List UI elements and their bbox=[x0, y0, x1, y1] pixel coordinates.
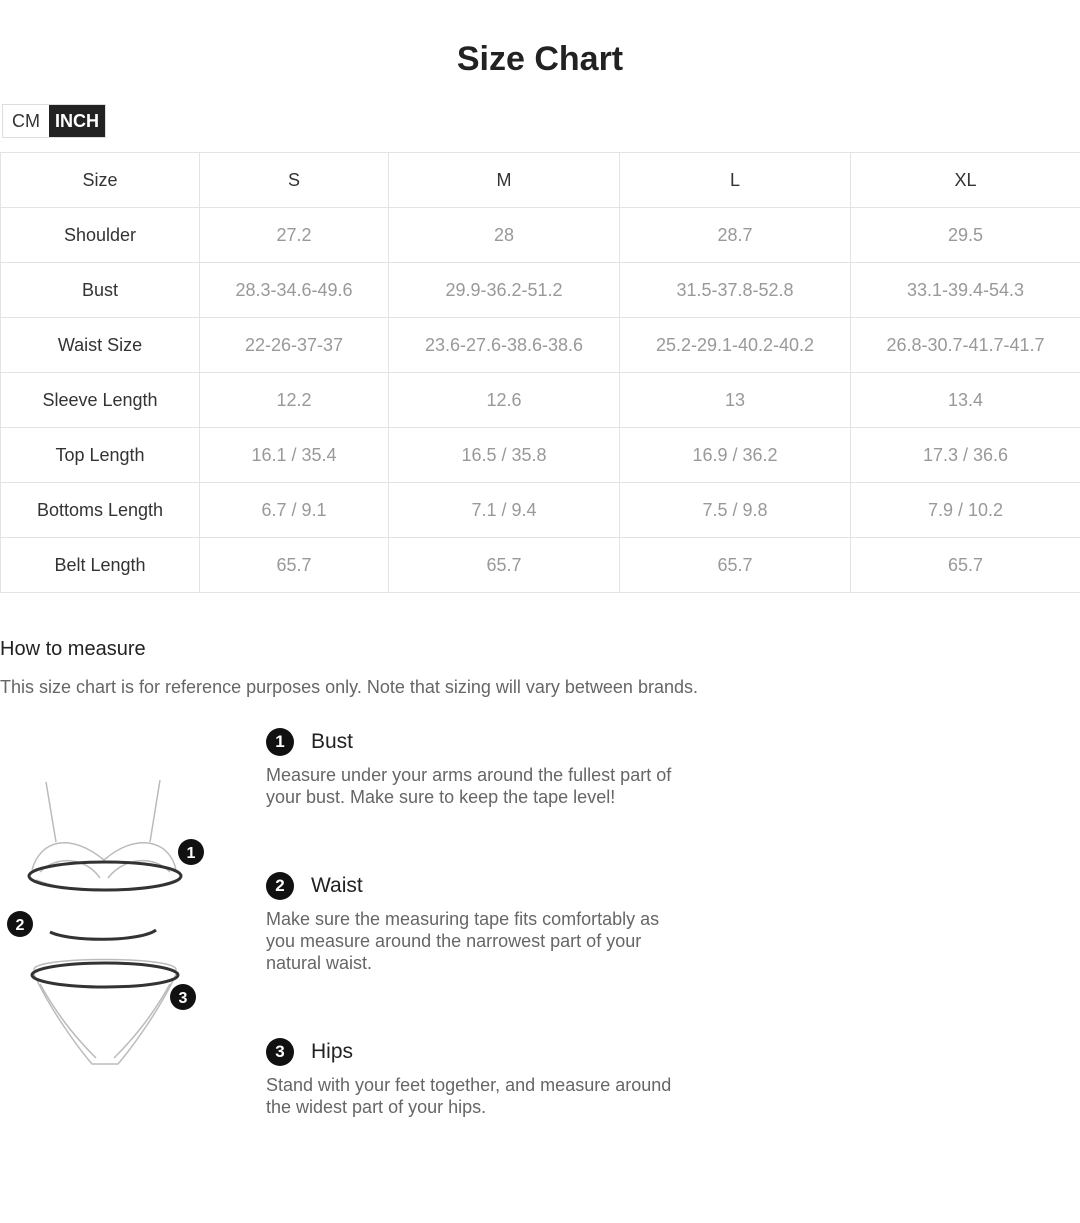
table-cell: 26.8-30.7-41.7-41.7 bbox=[851, 318, 1080, 373]
table-cell: 12.6 bbox=[389, 373, 620, 428]
row-label: Bottoms Length bbox=[1, 483, 200, 538]
table-cell: 23.6-27.6-38.6-38.6 bbox=[389, 318, 620, 373]
step-title: Bust bbox=[311, 730, 354, 753]
row-label: Belt Length bbox=[1, 538, 200, 593]
table-cell: 31.5-37.8-52.8 bbox=[620, 263, 851, 318]
step-title: Waist bbox=[311, 874, 363, 897]
table-cell: 12.2 bbox=[200, 373, 389, 428]
row-label: Top Length bbox=[1, 428, 200, 483]
table-cell: 13.4 bbox=[851, 373, 1080, 428]
measure-step-waist bbox=[266, 870, 686, 974]
table-cell: 16.9 / 36.2 bbox=[620, 428, 851, 483]
size-column-header: XL bbox=[851, 153, 1080, 208]
how-to-measure-title: How to measure bbox=[0, 638, 146, 660]
table-cell: 33.1-39.4-54.3 bbox=[851, 263, 1080, 318]
table-row bbox=[1, 538, 1080, 593]
size-column-header: S bbox=[200, 153, 389, 208]
row-label: Waist Size bbox=[1, 318, 200, 373]
table-cell: 7.5 / 9.8 bbox=[620, 483, 851, 538]
table-cell: 25.2-29.1-40.2-40.2 bbox=[620, 318, 851, 373]
table-cell: 28.7 bbox=[620, 208, 851, 263]
table-cell: 27.2 bbox=[200, 208, 389, 263]
table-cell: 28.3-34.6-49.6 bbox=[200, 263, 389, 318]
step-description: Stand with your feet together, and measure around the widest part of your hips. bbox=[266, 1075, 672, 1117]
marker-1-icon bbox=[178, 839, 204, 865]
measure-step-bust bbox=[266, 726, 686, 808]
row-label: Sleeve Length bbox=[1, 373, 200, 428]
size-column-header: L bbox=[620, 153, 851, 208]
unit-cm-button[interactable]: CM bbox=[3, 105, 49, 137]
table-row bbox=[1, 373, 1080, 428]
table-cell: 6.7 / 9.1 bbox=[200, 483, 389, 538]
table-cell: 17.3 / 36.6 bbox=[851, 428, 1080, 483]
step-description: Make sure the measuring tape fits comfortably as you measure around the narrowest part of your natural waist. bbox=[266, 909, 660, 973]
table-cell: 65.7 bbox=[389, 538, 620, 593]
unit-toggle bbox=[2, 104, 106, 138]
row-label: Bust bbox=[1, 263, 200, 318]
step-2-badge-icon: 2 bbox=[266, 872, 294, 900]
table-cell: 22-26-37-37 bbox=[200, 318, 389, 373]
size-column-header: M bbox=[389, 153, 620, 208]
step-title: Hips bbox=[311, 1040, 354, 1063]
table-cell: 7.1 / 9.4 bbox=[389, 483, 620, 538]
table-cell: 13 bbox=[620, 373, 851, 428]
table-cell: 65.7 bbox=[200, 538, 389, 593]
bikini-measure-illustration bbox=[0, 770, 220, 1080]
table-row bbox=[1, 483, 1080, 538]
table-cell: 29.9-36.2-51.2 bbox=[389, 263, 620, 318]
table-row bbox=[1, 428, 1080, 483]
step-3-badge-icon: 3 bbox=[266, 1038, 294, 1066]
table-row bbox=[1, 208, 1080, 263]
size-header-cell: Size bbox=[1, 153, 200, 208]
table-header-row bbox=[1, 153, 1080, 208]
page-title: Size Chart bbox=[456, 40, 624, 78]
step-1-badge-icon: 1 bbox=[266, 728, 294, 756]
table-cell: 28 bbox=[389, 208, 620, 263]
step-description: Measure under your arms around the fullest part of your bust. Make sure to keep the tape level! bbox=[266, 765, 672, 807]
table-cell: 65.7 bbox=[620, 538, 851, 593]
disclaimer-note: This size chart is for reference purposes only. Note that sizing will vary between brands. bbox=[0, 677, 698, 697]
marker-3-icon bbox=[170, 984, 196, 1010]
table-cell: 16.5 / 35.8 bbox=[389, 428, 620, 483]
table-cell: 7.9 / 10.2 bbox=[851, 483, 1080, 538]
svg-text:1: 1 bbox=[186, 845, 196, 862]
table-cell: 65.7 bbox=[851, 538, 1080, 593]
row-label: Shoulder bbox=[1, 208, 200, 263]
svg-text:3: 3 bbox=[178, 990, 188, 1007]
measure-step-hips bbox=[266, 1036, 686, 1118]
size-table bbox=[0, 152, 1080, 593]
table-row bbox=[1, 318, 1080, 373]
table-cell: 29.5 bbox=[851, 208, 1080, 263]
marker-2-icon bbox=[7, 911, 33, 937]
table-row bbox=[1, 263, 1080, 318]
svg-text:2: 2 bbox=[15, 917, 25, 934]
table-cell: 16.1 / 35.4 bbox=[200, 428, 389, 483]
unit-inch-button[interactable]: INCH bbox=[49, 105, 105, 137]
